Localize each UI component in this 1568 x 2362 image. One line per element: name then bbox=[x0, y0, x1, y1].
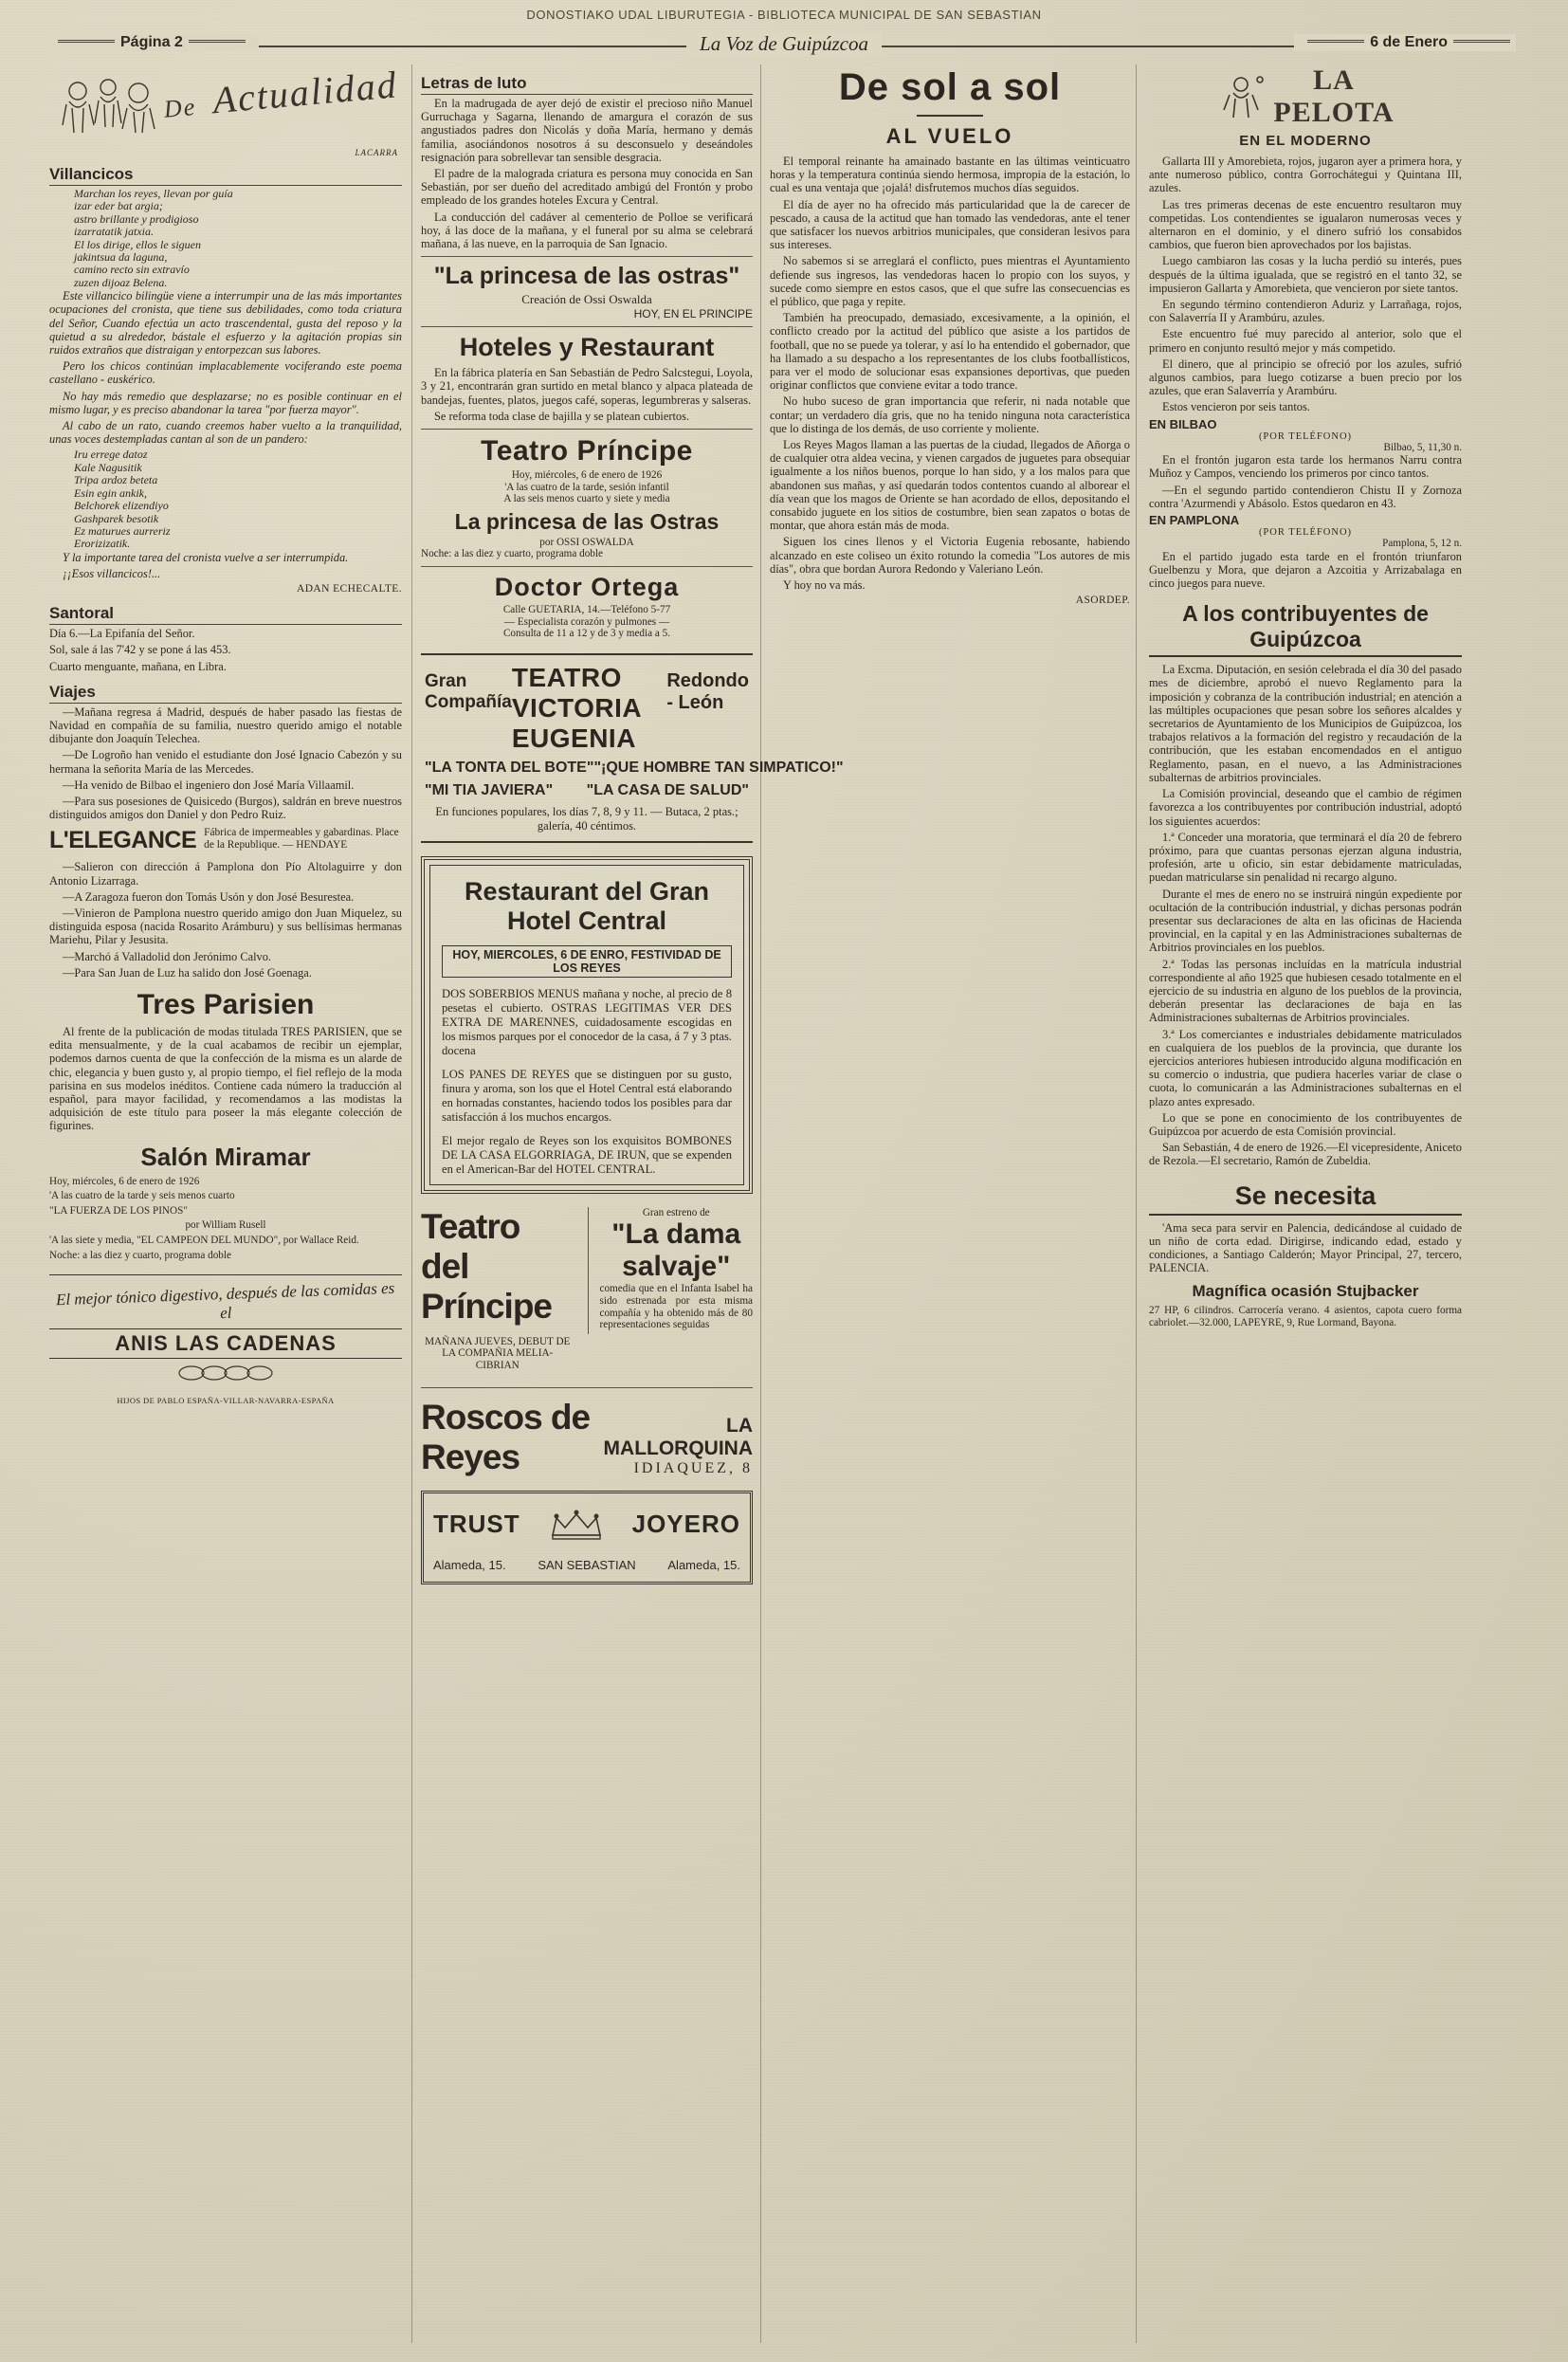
decorative-header-art bbox=[49, 64, 402, 156]
paragraph: El día de ayer no ha ofrecido más particularidad que la de carecer de pescado, a causa de la actitud que han tomado las vendedoras, ante el tener que satisfacer los nuevos arbitrios municipales, que consideran lesivos para sus intereses. bbox=[770, 197, 1130, 252]
ad-theater-name: TEATRO VICTORIA EUGENIA bbox=[511, 662, 642, 753]
paragraph: Siguen los cines llenos y el Victoria Eugenia rebosante, habiendo alcanzado en este coliseo un éxito rotundo la comedia "Los autores de mis días", obra que bordan Aurora Redondo y Valeriano León. bbox=[770, 535, 1130, 576]
paragraph: En segundo término contendieron Aduriz y Larrañaga, rojos, con Salaverría II y Arambúru, azules. bbox=[1149, 298, 1462, 325]
ad-line: por William Rusell bbox=[185, 1219, 266, 1232]
art-script-line1: De Actualidad bbox=[162, 63, 400, 123]
ad-elegance-text: Fábrica de impermeables y gabardinas. Place de la Republique. — HENDAYE bbox=[204, 827, 399, 851]
section-se-necesita-title: Se necesita bbox=[1149, 1181, 1462, 1216]
paragraph: En el partido jugado esta tarde en el frontón triunfaron Guelbenzu y Mora, que dejaron a Azcoitia y Arrizabalaga en cinco juegos para nueve. bbox=[1149, 549, 1462, 591]
pelota-logo-la: LA bbox=[1313, 64, 1355, 96]
santoral-line: Sol, sale á las 7'42 y se pone á las 453. bbox=[49, 643, 231, 657]
ad-trust-joyero[interactable] bbox=[421, 1491, 753, 1584]
paragraph: 3.ª Los comerciantes e industriales debidamente matriculados en cualquiera de los pueblos de la provincia, que durante los ejercicios anteriores hubiesen introducido alguna modificación en su comercio o industria, que pudiera hacerles variar de clase o cuota, lo comunicarán a las Administraciones subalternas en el plazo antes expresado. bbox=[1149, 1027, 1462, 1108]
ad-princesa-ostras-sub: Creación de Ossi Oswalda bbox=[521, 292, 652, 307]
section-viajes: Viajes bbox=[49, 683, 402, 704]
paragraph: El dinero, que al principio se ofreció por los azules, sufrió algunos cambios, para luego cotizarse a buen precio por los azules, que eran Salaverría y Arambúru. bbox=[1149, 357, 1462, 398]
ad-hoteles-title: Hoteles y Restaurant bbox=[459, 333, 715, 362]
verse-block-1: Marchan los reyes, llevan por guía izar eder bat argia; astro brillante y prodigioso izarratatik jatxia. El los dirige, ellos le siguen jakintsua da laguna, camino recto sin extravío zuzen dijoaz Belena. bbox=[74, 187, 233, 289]
section-santoral: Santoral bbox=[49, 604, 402, 625]
section-en-el-moderno: EN EL MODERNO bbox=[1239, 133, 1372, 149]
ad-princesa-ostras-title[interactable]: "La princesa de las ostras" bbox=[433, 263, 740, 290]
paragraph: Estos vencieron por seis tantos. bbox=[1162, 400, 1310, 414]
santoral-line: Cuarto menguante, mañana, en Libra. bbox=[49, 659, 227, 673]
paragraph: Y la importante tarea del cronista vuelve a ser interrumpida. bbox=[63, 550, 349, 564]
ad-gran-hotel-central[interactable] bbox=[421, 856, 753, 1194]
ad-elegance[interactable] bbox=[49, 827, 402, 854]
ad-line: Consulta de 11 a 12 y de 3 y media a 5. bbox=[502, 628, 671, 640]
ad-teatro-victoria-eugenia[interactable] bbox=[421, 653, 844, 843]
ad-trust-address-right: Alameda, 15. bbox=[667, 1557, 740, 1572]
ad-company-name: Redondo - León bbox=[666, 669, 749, 713]
paragraph: —Ha venido de Bilbao el ingeniero don José María Villaamil. bbox=[63, 778, 355, 792]
paragraph: —Para sus posesiones de Quisicedo (Burgos), saldrán en breve nuestros distinguidos amigos don Daniel y don Pedro Ruiz. bbox=[49, 794, 402, 822]
section-contribuyentes-title: A los contribuyentes de Guipúzcoa bbox=[1149, 601, 1462, 657]
column-4 bbox=[1149, 64, 1462, 1332]
ad-line: — Especialista corazón y pulmones — bbox=[503, 615, 670, 628]
crown-icon bbox=[549, 1509, 604, 1541]
paragraph: —A Zaragoza fueron don Tomás Usón y don José Besurestea. bbox=[63, 889, 355, 904]
pelota-player-icon bbox=[1216, 74, 1266, 119]
ad-line: 'A las cuatro de la tarde, sesión infantil bbox=[504, 481, 669, 493]
paragraph: Este encuentro fué muy parecido al anterior, solo que el primero en conjunto resultó mejor y más competido. bbox=[1149, 327, 1462, 355]
paragraph: —Salieron con dirección á Pamplona don Pío Altolaguirre y don Antonio Lizarraga. bbox=[49, 860, 402, 888]
ad-line: 'A las cuatro de la tarde y seis menos cuarto bbox=[49, 1190, 235, 1202]
article-subtitle: AL VUELO bbox=[885, 124, 1014, 148]
paragraph: La Comisión provincial, deseando que el cambio de régimen favorezca a los contribuyentes por contribución industrial, adoptó los siguientes acuerdos: bbox=[1149, 787, 1462, 828]
ad-gran-compania: Gran Compañía bbox=[425, 670, 512, 712]
paragraph: Los Reyes Magos llaman a las puertas de la ciudad, llegados de Añorga o de cualquier otra aldea vecina, y vienen cargados de juguetes para obsequiar igualmente a los niños buenos, porque lo han sido, y a los malos para que abandonen sus mañas, y así quedarán todos contentos cuando al alborear el día vean que los magos de Oriente se han acordado de ellos, depositando el consabido juguete en los sitios de costumbre, bien sean zapatos o botas de montar, que ahora están más de moda. bbox=[770, 438, 1130, 533]
ad-dama-text: comedia que en el Infanta Isabel ha sido estrenada por esta misma compañía y ha obtenido más de 80 representaciones seguidas bbox=[599, 1283, 753, 1331]
ad-stujbacker-text: 27 HP, 6 cilindros. Carrocería verano. 4 asientos, capota cuero forma cabriolet.—32.000, LAPEYRE, 9, Rue Lormand, Bayona. bbox=[1149, 1305, 1462, 1328]
santoral-line: Día 6.—La Epifanía del Señor. bbox=[49, 627, 195, 641]
paragraph: Este villancico bilingüe viene a interrumpir una de las más importantes ocupaciones del cronista, que tiene sus debilidades, como toda criatura del Señor, Cuando efectúa un acto trascendental, gusta del reposo y la quietud a su alrededor, bástale el esfuerzo y la agitación propias sin ruidos extraños que distraigan y entorpezcan sus labores. bbox=[49, 289, 402, 357]
ad-obra: "LA CASA DE SALUD" bbox=[586, 781, 749, 798]
paragraph: 1.ª Conceder una moratoria, que terminará el día 20 de febrero próximo, para que cuantas personas ejerzan alguna industria, profesión, arte u oficio, sin estar debidamente matriculadas, puedan matricularse sin penalidad ni recargo alguno. bbox=[1149, 830, 1462, 885]
ad-dama-salvaje-title: "La dama salvaje" bbox=[611, 1218, 741, 1283]
paragraph: —Para San Juan de Luz ha salido don José Goenaga. bbox=[63, 965, 312, 980]
artist-signature: LACARRA bbox=[355, 148, 398, 157]
masthead-title: La Voz de Guipúzcoa bbox=[686, 32, 882, 56]
paragraph: Se reforma toda clase de bajilla y se platean cubiertos. bbox=[434, 409, 690, 423]
article-signature: ADAN ECHECALTE. bbox=[297, 583, 402, 595]
paragraph: Gallarta III y Amorebieta, rojos, jugaron ayer a primera hora, y ante numeroso público, contra Gorrochátegui y Quintana III, azules. bbox=[1149, 155, 1462, 195]
article-title-de-sol-a-sol: De sol a sol bbox=[838, 66, 1062, 108]
ad-trust-address-left: Alameda, 15. bbox=[433, 1557, 506, 1572]
paragraph: Al cabo de un rato, cuando creemos haber vuelto a la tranquilidad, unas voces destempladas cantan al son de un pandero: bbox=[49, 419, 402, 447]
subsection-en-bilbao: EN BILBAO bbox=[1149, 416, 1217, 431]
ad-hotel-p1: DOS SOBERBIOS MENUS mañana y noche, al precio de 8 pesetas el cubierto. OSTRAS LEGITIMAS VER DES EXTRA DE MARENNES, cuidadosamente escogidas en los mismos parques por el conocedor de la casa, á 7 y 3 ptas. docena bbox=[442, 986, 733, 1057]
ad-pretitle: Gran estreno de bbox=[642, 1206, 710, 1218]
paragraph: En la fábrica platería en San Sebastián de Pedro Salcstegui, Loyola, 3 y 21, encontrarán gran surtido en metal blanco y alpaca plateada de bandejas, fuentes, platos, juegos café, soperas, legumbreras y salseras. bbox=[421, 366, 753, 407]
paragraph: —De Logroño han venido el estudiante don José Ignacio Cabezón y su hermana la señorita María de las Mercedes. bbox=[49, 748, 402, 776]
page-header-rule bbox=[52, 34, 1516, 59]
ad-roscos-title[interactable]: Roscos de Reyes bbox=[421, 1397, 591, 1476]
paragraph: 'Ama seca para servir en Palencia, dedicándose al cuidado de un niño de corta edad. Dirigirse, indicando edad, estado y condiciones, a Santiago Calderón; Mayor Principal, 27, tercero, PALENCIA. bbox=[1149, 1220, 1462, 1275]
ad-line: Hoy, miércoles, 6 de enero de 1926 bbox=[511, 469, 663, 482]
columns-container bbox=[49, 64, 1519, 2343]
page-number: Página 2 bbox=[52, 34, 259, 51]
paragraph: El temporal reinante ha amainado bastante en las últimas veinticuatro horas y la temperatura continúa siendo hermosa, impropia de la estación, lo cual es una ventaja que ¡ojalá! disfrutemos muchos días seguidos. bbox=[770, 155, 1130, 195]
ad-obra: "MI TIA JAVIERA" bbox=[425, 781, 554, 798]
paragraph: Las tres primeras decenas de este encuentro resultaron muy competidas. Los contendientes se igualaron numerosas veces y alternaron en el dominio, y el dinero sufrió los consabidos cambios, que fueron bien aprovechados por los bajistas. bbox=[1149, 197, 1462, 252]
paragraph: 2.ª Todas las personas incluídas en la matrícula industrial correspondiente al año 1925 que hubiesen cesado totalmente en el ejercicio de su industria en alguno de los pueblos de la provincia, deberán presentar las declaraciones de baja en las Administraciones subalternas de Arbitrios provinciales. bbox=[1149, 957, 1462, 1025]
ad-obra: "LA TONTA DEL BOTE" bbox=[425, 759, 594, 776]
ad-elegance-title: L'ELEGANCE bbox=[49, 827, 197, 854]
article-signature: ASORDEP. bbox=[1075, 595, 1130, 607]
paragraph: ¡¡Esos villancicos!... bbox=[63, 566, 161, 580]
ad-salon-miramar-title[interactable]: Salón Miramar bbox=[140, 1142, 311, 1171]
paragraph: El padre de la malograda criatura es persona muy conocida en San Sebastián, por ser dueño del acreditado ambigú del Frontón y probo empleado de los grandes hoteles Excura y Central. bbox=[421, 167, 753, 208]
ad-line: "LA FUERZA DE LOS PINOS" bbox=[49, 1204, 188, 1217]
ad-trust-left: TRUST bbox=[433, 1510, 520, 1539]
ad-anis-foot: HIJOS DE PABLO ESPAÑA-VILLAR-NAVARRA-ESPAÑA bbox=[117, 1396, 335, 1406]
ad-line: Calle GUETARIA, 14.—Teléfono 5-77 bbox=[502, 604, 671, 616]
paragraph: Y hoy no va más. bbox=[783, 578, 866, 593]
paragraph: Pero los chicos continúan implacablemente vociferando este poema castellano - euskérico. bbox=[49, 359, 402, 387]
paragraph: En la madrugada de ayer dejó de existir el precioso niño Manuel Gurruchaga y Sagarna, llenando de amargura el corazón de sus angustiados padres don Nicolás y doña María, hermano y demás familia, asociándonos nosotros á su desconsuelo y deseándoles resignación para sobrellevar tan sensible desgracia. bbox=[421, 97, 753, 164]
archive-header: DONOSTIAKO UDAL LIBURUTEGIA - BIBLIOTECA MUNICIPAL DE SAN SEBASTIAN bbox=[526, 8, 1042, 22]
ad-mallorquina-name: LA MALLORQUINA bbox=[603, 1414, 754, 1459]
paragraph: También ha preocupado, demasiado, excesivamente, a la opinión, el conflicto creado por la actitud del público que asiste a los partidos de football, que no se puede ya tolerar, y así lo ha entendido el gobernador, que ha llamado a su despacho a los representantes de los clubs footballísticos, para ver el modo de solucionar esas expansiones deportivas, que pueden originar conflictos que conviene evitar a todo trance. bbox=[770, 311, 1130, 393]
ad-tres-parisien-title: Tres Parisien bbox=[137, 989, 315, 1020]
paragraph: —Marchó á Valladolid don Jerónimo Calvo. bbox=[63, 949, 272, 963]
ad-line: Hoy, miércoles, 6 de enero de 1926 bbox=[49, 1175, 200, 1187]
ad-line: Noche: a las diez y cuarto, programa doble bbox=[49, 1249, 231, 1261]
column-3 bbox=[770, 64, 1130, 606]
ad-hotel-date: HOY, MIERCOLES, 6 DE ENRO, FESTIVIDAD DE LOS REYES bbox=[442, 945, 732, 978]
paragraph: San Sebastián, 4 de enero de 1926.—El vicepresidente, Anicetо de Rezola.—El secretario, Ramón de Zubeldia. bbox=[1149, 1141, 1462, 1168]
ad-line: MAÑANA JUEVES, DEBUT DE LA COMPAÑIA MELIA-CIBRIAN bbox=[425, 1335, 571, 1371]
ad-trust-city: SAN SEBASTIAN bbox=[538, 1557, 636, 1572]
pelota-logo-pelota: PELOTA bbox=[1273, 97, 1395, 128]
ad-teatro-principe-title[interactable]: Teatro Príncipe bbox=[481, 435, 693, 467]
ad-line: 'A las siete y media, "EL CAMPEON DEL MUNDO", por Wallace Reid. bbox=[49, 1235, 359, 1246]
ad-anis-name: ANIS LAS CADENAS bbox=[49, 1328, 402, 1359]
ad-line: Noche: a las diez y cuarto, programa doble bbox=[421, 548, 603, 560]
column-1 bbox=[49, 64, 402, 1405]
paragraph: —Mañana regresa á Madrid, después de haber pasado las fiestas de Navidad en compañía de su familia, nuestro querido amigo el notable dibujante don Joaquín Telechea. bbox=[49, 705, 402, 746]
section-villancicos: Villancicos bbox=[49, 165, 402, 186]
paragraph: No hay más remedio que desplazarse; no es posible continuar en el mismo lugar, y es preciso abandonar la tarea "por fuerza mayor". bbox=[49, 389, 402, 416]
paragraph: En el frontón jugaron esta tarde los hermanos Narru contra Muñoz y Campos, venciendo los primeros por cinco tantos. bbox=[1149, 453, 1462, 481]
section-letras-de-luto: Letras de luto bbox=[421, 74, 753, 95]
subsection-en-pamplona: EN PAMPLONA bbox=[1149, 513, 1240, 528]
dateline: Pamplona, 5, 12 n. bbox=[1382, 538, 1462, 550]
paragraph: —En el segundo partido contendieron Chistu II y Zornoza contra 'Azurmendi y Abásolo. Estos quedaron en 43. bbox=[1149, 483, 1462, 510]
ad-tres-parisien-text: Al frente de la publicación de modas titulada TRES PARISIEN, que se edita mensualmente, y de la cual acabamos de recibir un ejemplar, podemos darnos cuenta de que la confección de la misma es un alarde de chic, elegancia y buen gusto y, al propio tiempo, el fiel reflejo de la moda parisina en sus modelos inéditos. Contiene cada número la traducción al español, para mayor facilidad, y recomendamos a las modistas la adquisición de este título para poseer la más elegante colección de figurines. bbox=[49, 1025, 402, 1133]
ad-princesa-ostras-note: HOY, EN EL PRINCIPE bbox=[633, 307, 753, 321]
paragraph: Luego cambiaron las cosas y la lucha perdió su interés, pues después de la última igualada, que se registró en el tanto 32, se impusieron Gallarta y Amorebieta, que vencieron por siete tantos. bbox=[1149, 254, 1462, 295]
ad-anis-las-cadenas[interactable] bbox=[49, 1274, 402, 1405]
dateline: Bilbao, 5, 11,30 n. bbox=[1383, 441, 1462, 453]
ad-obra-author: por OSSI OSWALDA bbox=[539, 536, 634, 548]
ad-hotel-title: Restaurant del Gran Hotel Central bbox=[464, 876, 710, 935]
paragraph: No hubo suceso de gran importancia que referir, ni nada notable que contar; un verdadero día gris, que no ha tenido ninguna nota característica que lo distinga de los demás, de uso corriente y moliente. bbox=[770, 394, 1130, 435]
ad-funciones: En funciones populares, los días 7, 8, 9 y 11. — Butaca, 2 ptas.; galería, 40 céntimos. bbox=[435, 804, 738, 833]
people-doodle-icon bbox=[59, 70, 163, 146]
paragraph: Durante el mes de enero no se instruirá ningún expediente por ocultación de la contribución industrial, y dichas personas podrán presentar sus declaraciones de alta en las oficinas de Hacienda provincial, en la capital y en las Administraciones subalternas de Arbitrios provinciales en los pueblos. bbox=[1149, 887, 1462, 955]
ad-hotel-p2: LOS PANES DE REYES que se distinguen por su gusto, finura y aroma, son los que el Hotel Central está elaborando en hornadas constantes, haciendo todos los posibles para dar satisfacción á los muchos encargos. bbox=[442, 1067, 732, 1124]
ad-anis-script: El mejor tónico digestivo, después de las comidas es el bbox=[55, 1278, 395, 1323]
paragraph: La Excma. Diputación, en sesión celebrada el día 30 del pasado mes de diciembre, aprobó el nuevo Reglamento para la imposición y cobranza de la contribución industrial; en atención a las múltiples ocupaciones que pesan sobre los señores alcaldes y secretarios de Ayuntamiento de los Municipios de Guipúzcoa, los trabajos relativos a la formación del registro y recaudación de la contribución, que les estaban encomendados en el antiguo Reglamento, pasan, en el nuevo, a las Administraciones subalternas de arbitrios provinciales. bbox=[1149, 663, 1462, 784]
chain-logo-icon bbox=[169, 1359, 283, 1387]
ad-mallorquina-address: IDIAQUEZ, 8 bbox=[633, 1459, 753, 1476]
telephone-note: (POR TELÉFONO) bbox=[1258, 527, 1353, 539]
ad-obra-title: La princesa de las Ostras bbox=[454, 508, 720, 534]
verse-block-2: Iru errege datoz Kale Nagusitik Tripa ardoz beteta Esin egin ankik, Belchorek elizendiyo Gashparek besotik Ez maturues aurreriz Erorizizatik. bbox=[74, 448, 171, 551]
paragraph: Lo que se pone en conocimiento de los contribuyentes de Guipúzcoa por acuerdo de esta Comisión provincial. bbox=[1149, 1110, 1462, 1138]
telephone-note: (POR TELÉFONO) bbox=[1258, 430, 1353, 442]
ad-line: A las seis menos cuarto y siete y media bbox=[503, 493, 670, 505]
ad-doctor-ortega-title[interactable]: Doctor Ortega bbox=[494, 573, 680, 602]
paragraph: —Vinieron de Pamplona nuestro querido amigo don Juan Miquelez, su distinguida esposa (nacida Rosarito Arámburu) y sus bellísimas hermanas Mariehu, Pilar y Jesusita. bbox=[49, 906, 402, 947]
ad-trust-right: JOYERO bbox=[631, 1510, 740, 1539]
ad-stujbacker-title[interactable]: Magnífica ocasión Stujbacker bbox=[1192, 1282, 1419, 1301]
paragraph: La conducción del cadáver al cementerio de Polloe se verificará hoy, á las doce de la mañana, y el funeral por su alma se celebrará mañana, á las nueve, en la parroquia de San Ignacio. bbox=[421, 210, 753, 251]
issue-date: 6 de Enero bbox=[1294, 34, 1516, 51]
ad-hotel-p3: El mejor regalo de Reyes son los exquisitos BOMBONES DE LA CASA ELGORRIAGA, DE IRUN, que se expenden en el American-Bar del HOTEL CENTRAL. bbox=[442, 1133, 732, 1176]
ad-teatro-del-principe-title[interactable]: Teatro del Príncipe bbox=[421, 1206, 552, 1326]
ad-obra: "¡QUE HOMBRE TAN SIMPATICO!" bbox=[593, 759, 844, 776]
paragraph: No sabemos si se arreglará el conflicto, pues mientras el Ayuntamiento defiende sus ingresos, las vendedoras hacen lo propio con los suyos, y sucede como siempre en estos casos, que el que sufre las consecuencias es el público, que paga y repite. bbox=[770, 254, 1130, 309]
